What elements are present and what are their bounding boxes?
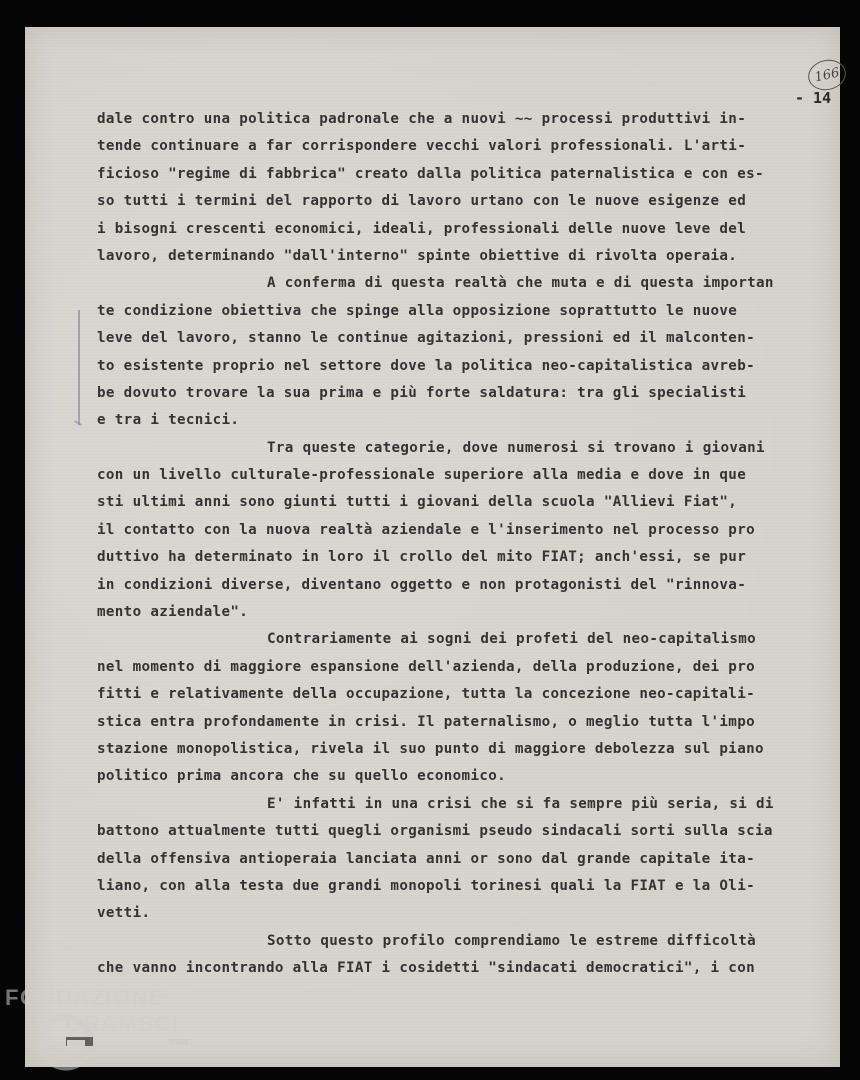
paragraph-start: Tra queste categorie, dove numerosi si trovano i giovani <box>267 439 765 456</box>
text-line: battono attualmente tutti quegli organismi pseudo sindacali sorti sulla scia <box>97 823 773 840</box>
text-line: te condizione obiettiva che spinge alla opposizione soprattutto le nuove <box>97 302 738 319</box>
archive-number: 166 <box>813 65 841 85</box>
text-line: duttivo ha determinato in loro il crollo del mito FIAT; anch'essi, se pur <box>97 549 747 566</box>
text-line: e tra i tecnici. <box>97 412 240 429</box>
paragraph-start: A conferma di questa realtà che muta e di questa importan <box>267 275 774 292</box>
text-line: sti ultimi anni sono giunti tutti i giovani della scuola "Allievi Fiat", <box>97 494 738 511</box>
text-line: fitti e relativamente della occupazione, tutta la concezione neo-capitali- <box>97 686 755 703</box>
text-line: leve del lavoro, stanno le continue agitazioni, pressioni ed il malconten- <box>97 330 755 347</box>
page-number: - 14 <box>795 89 832 107</box>
text-line: be dovuto trovare la sua prima e più forte saldatura: tra gli specialisti <box>97 384 747 401</box>
paragraph-start: E' infatti in una crisi che si fa sempre più seria, si di <box>267 795 774 812</box>
fondazione-gramsci-watermark <box>5 985 225 1075</box>
text-line: lavoro, determinando "dall'interno" spinte obiettive di rivolta operaia. <box>97 247 738 264</box>
text-line: tende continuare a far corrispondere vecchi valori professionali. L'arti- <box>97 138 747 155</box>
text-line: della offensiva antioperaia lanciata anni or sono dal grande capitale ita- <box>97 850 755 867</box>
text-line: che vanno incontrando alla FIAT i cosidetti "sindacati democratici", i con <box>97 960 755 977</box>
text-line: so tutti i termini del rapporto di lavoro urtano con le nuove esigenze ed <box>97 193 747 210</box>
text-line: ficioso "regime di fabbrica" creato dalla politica paternalistica e con es- <box>97 165 764 182</box>
text-line: in condizioni diverse, diventano oggetto e non protagonisti del "rinnova- <box>97 576 747 593</box>
margin-pencil-mark <box>78 310 80 425</box>
text-line: il contatto con la nuova realtà aziendale e l'inserimento nel processo pro <box>97 521 755 538</box>
text-line: i bisogni crescenti economici, ideali, professionali delle nuove leve del <box>97 220 747 237</box>
watermark-sub: onlus <box>169 1037 189 1046</box>
text-line: liano, con alla testa due grandi monopoli torinesi quali la FIAT e la Oli- <box>97 877 755 894</box>
text-line: stazione monopolistica, rivela il suo punto di maggiore debolezza sul piano <box>97 740 764 757</box>
watermark-line2: GRAMSCI <box>65 1011 180 1036</box>
text-line: stica entra profondamente in crisi. Il paternalismo, o meglio tutta l'impo <box>97 713 755 730</box>
watermark-line1: FONDAZIONE <box>5 985 166 1010</box>
text-line: politico prima ancora che su quello economico. <box>97 768 507 785</box>
text-line: mento aziendale". <box>97 604 249 621</box>
text-line: nel momento di maggiore espansione dell'azienda, della produzione, dei pro <box>97 658 755 675</box>
text-line: to esistente proprio nel settore dove la politica neo-capitalistica avreb- <box>97 357 755 374</box>
paragraph-start: Contrariamente ai sogni dei profeti del neo-capitalismo <box>267 631 757 648</box>
paragraph-start: Sotto questo profilo comprendiamo le estreme difficoltà <box>267 932 757 949</box>
text-line: vetti. <box>97 905 151 922</box>
typewritten-body <box>97 106 827 983</box>
text-line: dale contro una politica padronale che a nuovi ~~ processi produttivi in- <box>97 111 747 127</box>
text-line: con un livello culturale-professionale superiore alla media e dove in que <box>97 467 747 484</box>
